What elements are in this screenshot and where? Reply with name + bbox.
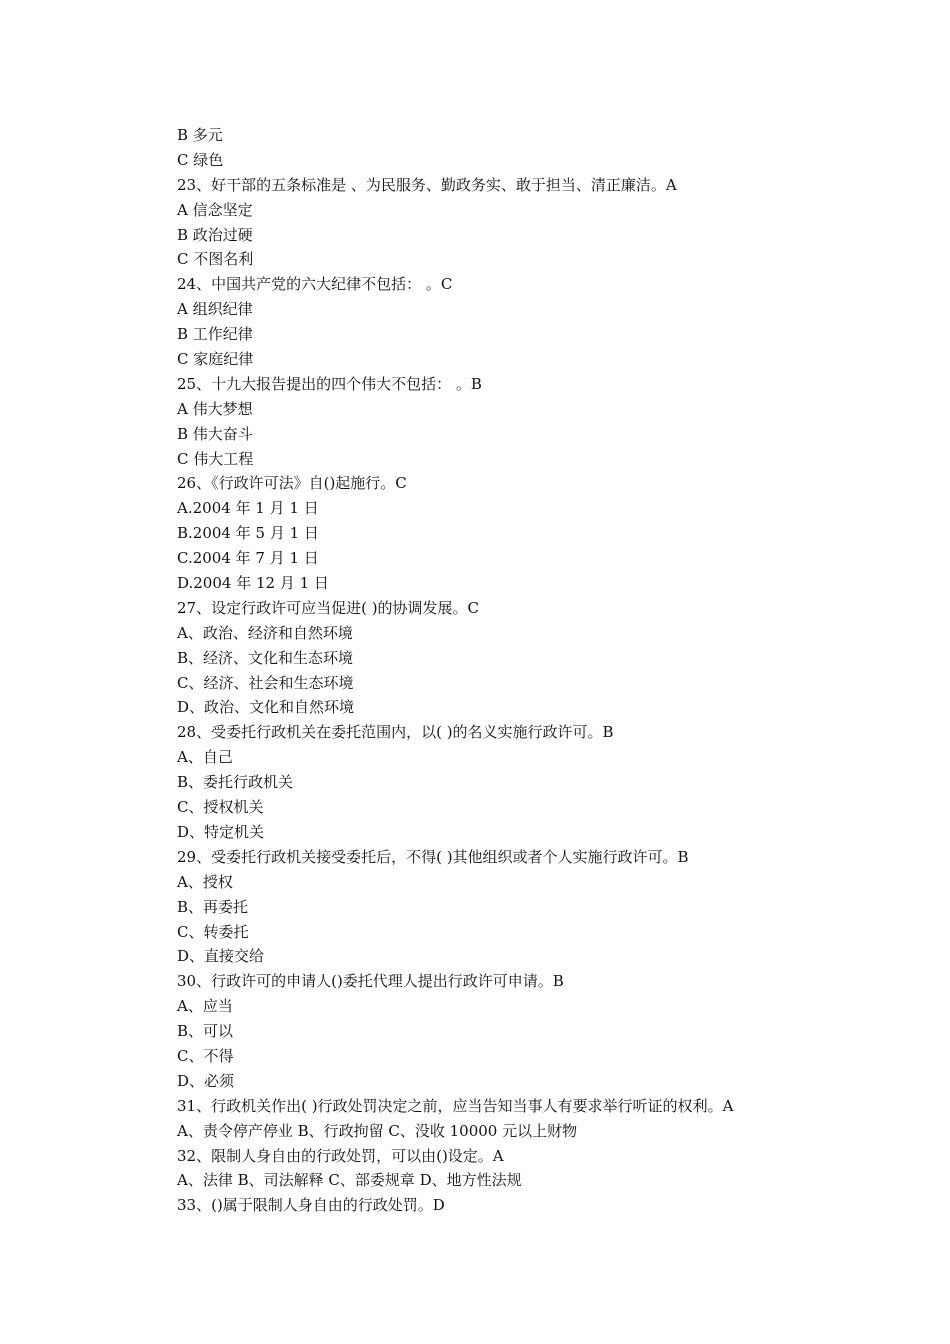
option-line: A、责令停产停业 B、行政拘留 C、没收 10000 元以上财物 <box>177 1121 578 1140</box>
option-line: B、委托行政机关 <box>177 773 294 792</box>
option-line: B 工作纪律 <box>177 325 253 344</box>
option-line: C 不图名利 <box>177 250 254 269</box>
option-line: A、自己 <box>177 748 233 767</box>
question-line: 28、受委托行政机关在委托范围内，以( )的名义实施行政许可。B <box>177 723 614 742</box>
option-line: D、政治、文化和自然环境 <box>177 698 355 717</box>
option-line: A 信念坚定 <box>177 200 253 219</box>
option-line: D、直接交给 <box>177 947 265 966</box>
question-line: 27、设定行政许可应当促进( )的协调发展。C <box>177 598 480 617</box>
option-line: D、特定机关 <box>177 822 265 841</box>
question-line: 32、限制人身自由的行政处罚，可以由()设定。A <box>177 1146 504 1165</box>
question-line: 24、中国共产党的六大纪律不包括： 。C <box>177 275 453 294</box>
option-line: C、转委托 <box>177 922 249 941</box>
option-line: C 绿色 <box>177 150 224 169</box>
option-line: C 家庭纪律 <box>177 350 254 369</box>
option-line: C、授权机关 <box>177 798 264 817</box>
option-line: B、可以 <box>177 1022 234 1041</box>
option-line: A 组织纪律 <box>177 300 253 319</box>
option-line: D、必须 <box>177 1071 235 1090</box>
question-line: 29、受委托行政机关接受委托后，不得( )其他组织或者个人实施行政许可。B <box>177 847 689 866</box>
option-line: A、授权 <box>177 872 233 891</box>
option-line: A、应当 <box>177 997 233 1016</box>
option-line: B 政治过硬 <box>177 225 253 244</box>
option-line: C、经济、社会和生态环境 <box>177 673 354 692</box>
option-line: A、法律 B、司法解释 C、部委规章 D、地方性法规 <box>177 1171 522 1190</box>
option-line: B 伟大奋斗 <box>177 424 253 443</box>
document-body <box>177 123 877 1218</box>
option-line: A.2004 年 1 月 1 日 <box>177 499 319 518</box>
option-line: A 伟大梦想 <box>177 399 253 418</box>
option-line: D.2004 年 12 月 1 日 <box>177 574 329 593</box>
option-line: B、经济、文化和生态环境 <box>177 648 354 667</box>
option-line: A、政治、经济和自然环境 <box>177 623 353 642</box>
option-line: B.2004 年 5 月 1 日 <box>177 524 319 543</box>
question-line: 31、行政机关作出( )行政处罚决定之前，应当告知当事人有要求举行听证的权利。A <box>177 1096 734 1115</box>
option-line: B、再委托 <box>177 897 249 916</box>
question-line: 30、行政许可的申请人()委托代理人提出行政许可申请。B <box>177 972 564 991</box>
option-line: C 伟大工程 <box>177 449 254 468</box>
question-line: 25、十九大报告提出的四个伟大不包括： 。B <box>177 374 482 393</box>
option-line: B 多元 <box>177 126 223 144</box>
question-line: 23、好干部的五条标准是 、为民服务、勤政务实、敢于担当、清正廉洁。A <box>177 175 677 194</box>
option-line: C、不得 <box>177 1046 234 1065</box>
question-line: 26、《行政许可法》自()起施行。C <box>177 474 407 493</box>
question-line: 33、()属于限制人身自由的行政处罚。D <box>177 1196 445 1215</box>
option-line: C.2004 年 7 月 1 日 <box>177 549 319 568</box>
